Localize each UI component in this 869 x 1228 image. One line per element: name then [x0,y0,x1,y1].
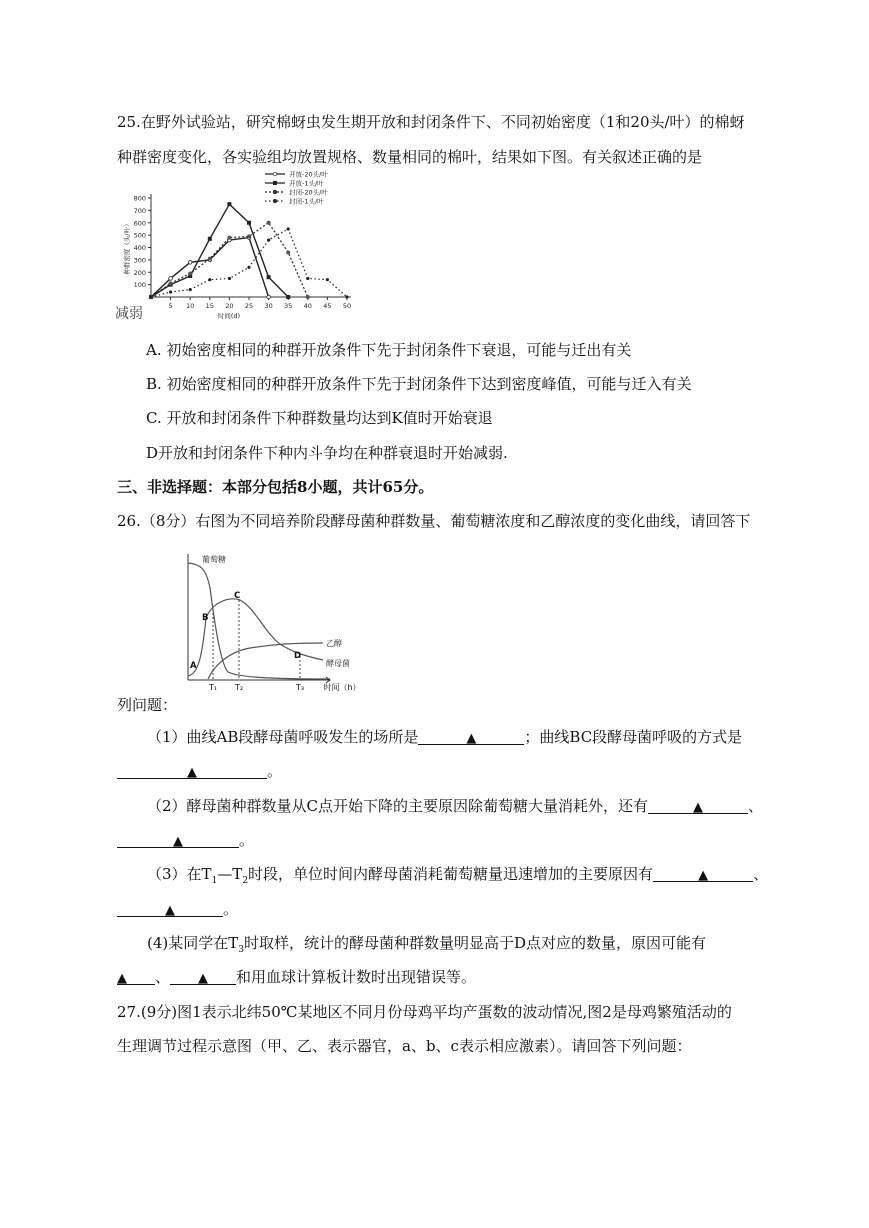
data-point [326,278,329,281]
q25-option-a: A. 初始密度相同的种群开放条件下先于封闭条件下衰退，可能与迁出有关 [146,341,632,359]
q26-part1-line2 [117,761,282,781]
x-tick-label: 45 [323,302,332,310]
data-point [208,237,212,241]
legend-label: 封闭-1头/叶 [289,197,324,206]
q26-part2-line1 [147,796,763,816]
answer-blank[interactable] [117,899,223,917]
data-point [169,277,173,281]
q26-part4-text-c: 和用血球计算板计数时出现错误等。 [236,968,477,986]
data-point [188,261,192,265]
series-line [151,238,269,297]
point-label: B [202,613,209,623]
y-tick-label: 400 [133,244,146,252]
yeast-culture-chart [180,548,370,698]
data-point [188,271,192,275]
series-label: 乙醇 [326,639,342,648]
q27-stem-line1: 27.(9分)图1表示北纬50℃某地区不同月份母鸡平均产蛋数的波动情况,图2是母鸡繁殖活动的 [117,1003,732,1021]
answer-blank[interactable] [117,830,239,848]
data-point [345,295,348,298]
legend-marker [273,181,277,185]
data-point [247,266,250,269]
legend-label: 开放-20头/叶 [289,170,328,179]
aphid-density-chart [115,170,365,320]
series-label: 葡萄糖 [202,555,226,564]
y-tick-label: 500 [133,231,146,240]
data-point [306,295,310,299]
point-label: C [234,591,241,601]
answer-blank[interactable] [418,727,524,745]
q26-stem: 26.（8分）右图为不同培养阶段酵母菌种群数量、葡萄糖浓度和乙醇浓度的变化曲线，请回答下 [117,512,751,530]
triangle-icon: ▲ [698,868,709,883]
x-tick-label: T₂ [234,683,244,692]
data-point [267,221,271,225]
x-tick-label: 10 [186,302,195,310]
q25-stem-line2: 种群密度变化，各实验组均放置规格、数量相同的棉叶，结果如下图。有关叙述正确的是 [117,148,703,166]
q26-part4-text-b: 时取样，统计的酵母菌种群数量明显高于D点对应的数量，原因可能有 [244,934,707,952]
q26-part4-text-a: (4)某同学在T [147,934,239,952]
x-tick-label: 35 [284,302,293,310]
subscript: 2 [242,876,249,886]
q26-part1-line1 [147,727,742,747]
data-point [286,250,290,254]
legend-marker [273,172,277,176]
data-point [247,221,251,225]
separator: 、 [155,968,171,986]
triangle-icon: ▲ [173,834,183,849]
y-tick-label: 800 [133,194,146,203]
series-line [151,223,308,297]
section-heading: 三、非选择题：本部分包括8小题，共计65分。 [117,478,434,496]
data-point [247,234,251,238]
data-point [267,295,271,299]
q25-stem-line1: 25.在野外试验站，研究棉蚜虫发生期开放和封闭条件下、不同初始密度（1和20头/叶）的棉蚜 [117,113,745,131]
q26-part4-line1 [147,933,706,960]
yeast-curve [188,599,323,676]
answer-blank[interactable] [653,864,753,882]
subscript: 1 [211,876,218,886]
q26-stem-cont: 列问题： [117,696,178,714]
answer-blank[interactable] [648,796,748,814]
cut-off-text: 减弱 [115,306,143,322]
period: 。 [223,900,239,918]
y-tick-label: 300 [133,256,146,265]
answer-blank[interactable] [170,967,236,985]
triangle-icon: ▲ [198,971,209,986]
legend-marker [273,190,277,194]
point-label: D [294,651,302,661]
q26-part3-line2 [117,899,238,919]
triangle-icon: ▲ [466,731,477,746]
q26-part3-text-b: 时段，单位时间内酵母菌消耗葡萄糖量迅速增加的主要原因有 [248,865,654,883]
y-axis-label: 种群密度（头/叶） [123,220,131,275]
y-tick-label: 200 [133,268,146,277]
x-tick-label: 5 [168,302,173,310]
data-point [227,202,231,206]
q25-option-d: D开放和封闭条件下种内斗争均在种群衰退时开始减弱. [146,444,508,462]
data-point [189,288,192,291]
q26-part4-line2 [117,967,476,987]
y-tick-label: 700 [133,206,146,215]
q26-part3-text-a: （3）在T [147,865,212,883]
x-tick-label: T₁ [208,683,218,692]
data-point [306,277,309,280]
separator: 、 [753,865,769,883]
q25-option-b: B. 初始密度相同的种群开放条件下先于封闭条件下达到密度峰值，可能与迁入有关 [146,375,692,393]
data-point [286,295,290,299]
series-label: 酵母菌 [326,659,350,668]
data-point [169,281,173,285]
point-label: A [190,661,197,671]
data-point [169,290,172,293]
data-point [267,275,271,279]
x-tick-label: 25 [244,302,254,310]
q26-part3-line1 [147,864,768,891]
triangle-icon: ▲ [187,765,197,780]
legend-marker [273,199,277,203]
data-point [149,295,152,298]
x-tick-label: 15 [205,302,214,310]
data-point [208,257,212,261]
q26-part3-dash: —T [217,865,243,883]
q26-part2-line2 [117,830,254,850]
q26-part1-text-b: ；曲线BC段酵母菌呼吸的方式是 [524,728,743,746]
legend-label: 封闭-20头/叶 [289,188,328,197]
x-tick-label: 40 [303,302,312,310]
x-tick-label: T₃ [295,683,305,692]
data-point [287,227,290,230]
subscript: 3 [238,945,244,955]
triangle-icon: ▲ [117,971,127,986]
triangle-icon: ▲ [693,800,704,815]
answer-blank[interactable] [117,761,267,779]
triangle-icon: ▲ [165,903,175,918]
period: 。 [239,831,255,849]
x-axis-label: 时间（h） [323,683,361,692]
data-point [228,277,231,280]
period: 。 [267,762,283,780]
data-point [208,278,211,281]
legend-label: 开放-1头/叶 [289,179,324,188]
x-tick-label: 50 [342,302,352,310]
y-tick-label: 100 [133,281,146,290]
x-tick-label: 30 [264,302,273,310]
answer-blank[interactable] [117,967,155,985]
separator: 、 [748,797,764,815]
q25-option-c: C. 开放和封闭条件下种群数量均达到K值时开始衰退 [146,409,493,427]
q26-part1-text-a: （1）曲线AB段酵母菌呼吸发生的场所是 [147,728,419,746]
data-point [267,238,270,241]
q26-part2-text: （2）酵母菌种群数量从C点开始下降的主要原因除葡萄糖大量消耗外，还有 [147,797,649,815]
x-tick-label: 20 [225,302,234,310]
glucose-curve [188,563,330,679]
q27-stem-line2: 生理调节过程示意图（甲、乙、表示器官，a、b、c表示相应激素）。请回答下列问题： [117,1037,692,1055]
data-point [227,236,231,240]
y-tick-label: 600 [133,219,146,228]
x-axis-label: 时间(d) [217,312,241,320]
ethanol-curve [208,643,323,679]
